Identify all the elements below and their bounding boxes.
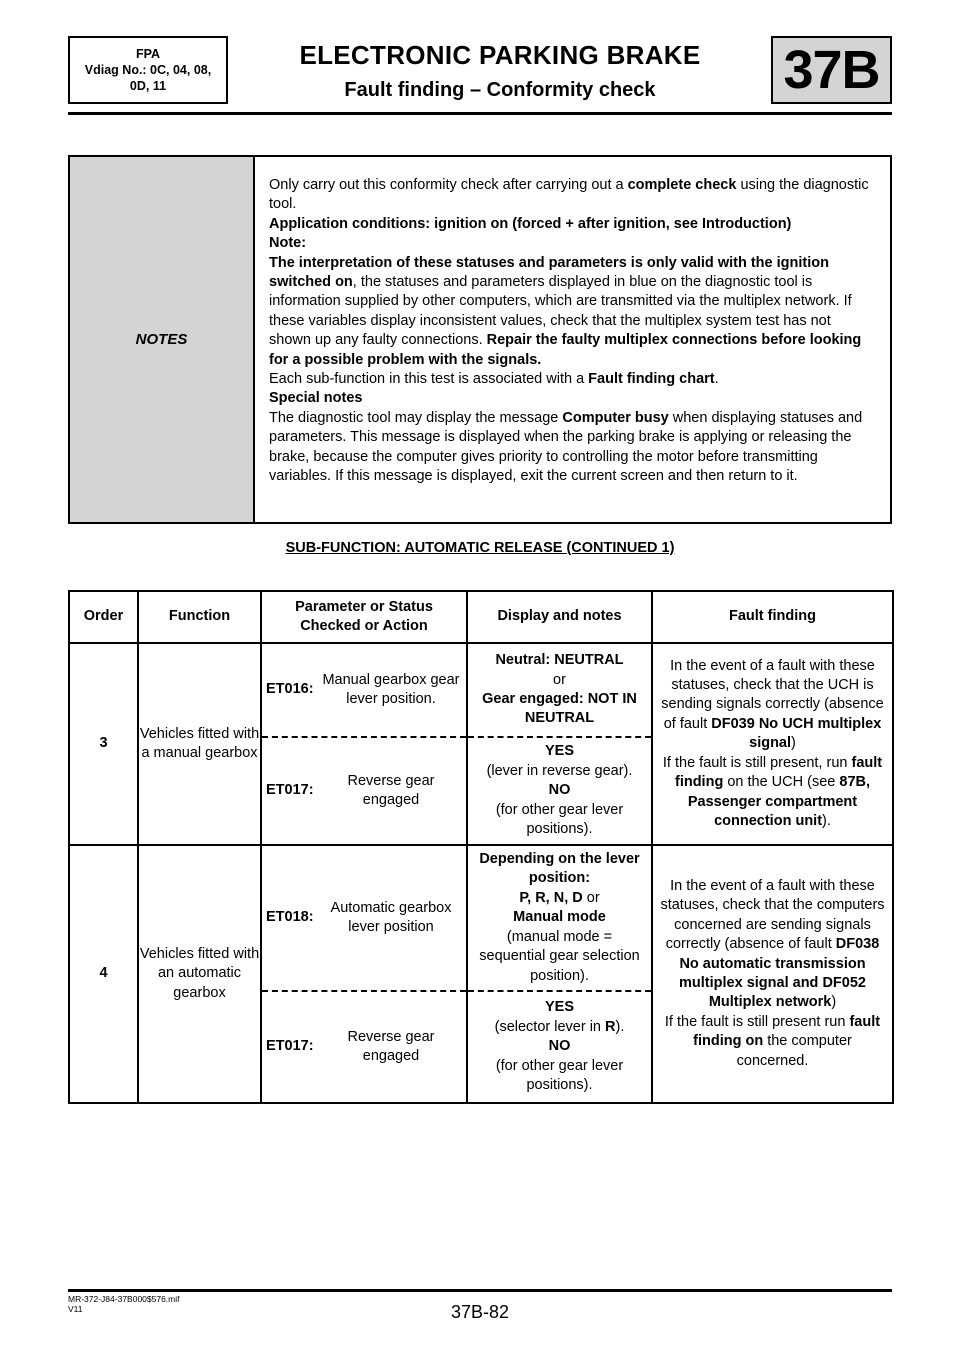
document-subtitle: Fault finding – Conformity check [344, 79, 656, 101]
title-block [230, 38, 770, 102]
text-run-bold: fault finding [674, 754, 883, 791]
column-header-function: Function [138, 591, 261, 643]
parameter-code: ET016: [266, 681, 314, 698]
text-run: the computer concerned. [736, 1033, 852, 1069]
text-run-bold: DF038 No automatic transmission multiplex signal and DF052 Multiplex network [679, 936, 880, 1011]
text-run: ). [822, 812, 831, 829]
notes-special-heading: Special notes [269, 390, 363, 407]
text-run: ). [615, 1018, 625, 1035]
document-title: ELECTRONIC PARKING BRAKE [299, 40, 701, 70]
text-run-bold: 87B, Passenger compartment connection unit [687, 774, 871, 829]
notes-label: NOTES [70, 157, 255, 522]
display-line: NO [548, 782, 571, 799]
text-run: If the fault is still present, run [662, 754, 852, 771]
notes-paragraph [269, 370, 876, 389]
text-run-bold: Fault finding chart [588, 371, 715, 388]
text-run-bold: R [605, 1018, 616, 1035]
display-line: (for other gear lever positions). [495, 1057, 624, 1094]
vdiag-line: 0D, 11 [129, 79, 167, 93]
conformity-table [68, 590, 894, 1104]
parameter-description: Manual gearbox gear lever position. [322, 671, 460, 707]
parameter-code: ET017: [266, 782, 314, 799]
display-line: YES [544, 999, 574, 1016]
text-run: . [714, 371, 719, 388]
function-cell: Vehicles fitted with a manual gearbox [138, 643, 261, 845]
display-line: Neutral: NEUTRAL [495, 652, 624, 669]
parameter-cell [261, 845, 467, 991]
text-run-bold: Repair the faulty multiplex connections before looking for a possible problem with the signals. [269, 332, 862, 368]
notes-text [255, 157, 890, 522]
parameter-cell [261, 991, 467, 1103]
text-run-bold: DF039 No UCH multiplex signal [711, 715, 882, 752]
fault-finding-cell [652, 643, 893, 845]
parameter-cell [261, 737, 467, 845]
text-run-bold: fault finding on [693, 1013, 881, 1050]
column-header-display: Display and notes [467, 591, 652, 643]
display-cell [467, 991, 652, 1103]
text-run-bold: P, R, N, D [519, 889, 583, 906]
order-cell: 3 [69, 643, 138, 845]
text-run: when displaying statuses and parameters. This message is displayed when the parking brake is applying or releasing the brake, because the computer gives priority to controlling the motor before transmitting variables. If this message is displayed, exit the current screen and then return to it. [269, 409, 863, 485]
notes-note-heading: Note: [269, 235, 307, 252]
text-run: ) [791, 735, 796, 752]
text-run-bold: The interpretation of these statuses and parameters is only valid with the ignition switched on [269, 254, 829, 291]
parameter-code: ET017: [266, 1038, 314, 1055]
parameter-description: Reverse gear engaged [347, 772, 435, 808]
notes-box [68, 155, 892, 524]
text-run: The diagnostic tool may display the message [269, 409, 563, 426]
text-run: ) [831, 994, 837, 1011]
display-line: YES [544, 743, 574, 760]
footer-rule [68, 1289, 892, 1292]
display-line: NO [548, 1038, 571, 1055]
display-line: Manual mode [513, 909, 606, 926]
table-header-row [69, 591, 893, 643]
section-title: SUB-FUNCTION: AUTOMATIC RELEASE (CONTINUED 1) [285, 540, 675, 556]
notes-paragraph [269, 176, 876, 215]
table-row [69, 643, 893, 737]
notes-application-conditions: Application conditions: ignition on (forced + after ignition, see Introduction) [269, 215, 792, 232]
text-run: In the event of a fault with these statuses, check that the computers concerned are sending signals correctly (absence of fault [660, 877, 885, 953]
display-line: Gear engaged: NOT IN NEUTRAL [482, 691, 637, 727]
text-run: Only carry out this conformity check after carrying out a [269, 177, 628, 193]
fault-finding-cell [652, 845, 893, 1103]
display-line: (lever in reverse gear). [486, 762, 633, 779]
text-run: In the event of a fault with these statuses, check that the UCH is sending signals correctly (absence of fault [661, 657, 884, 732]
text-run-bold: Computer busy [562, 409, 669, 426]
notes-paragraph [269, 254, 876, 370]
parameter-code: ET018: [266, 909, 314, 926]
display-cell [467, 643, 652, 737]
display-line: or [553, 671, 566, 688]
parameter-cell [261, 643, 467, 737]
text-run: using the diagnostic tool. [269, 177, 869, 213]
vdiag-line: FPA [135, 47, 161, 61]
footer-file-ref: MR-372-J84-37B000$576.mif [68, 1294, 180, 1304]
notes-paragraph [269, 409, 876, 487]
display-cell [467, 737, 652, 845]
vdiag-line: Vdiag No.: 0C, 04, 08, [84, 63, 212, 77]
text-run-bold: complete check [627, 177, 737, 193]
text-run: (selector lever in [494, 1018, 606, 1035]
page-number: 37B-82 [450, 1302, 510, 1322]
order-cell: 4 [69, 845, 138, 1103]
vdiag-box [68, 36, 228, 104]
parameter-description: Reverse gear engaged [347, 1028, 435, 1064]
text-run: on the UCH (see [723, 774, 840, 791]
text-run: Each sub-function in this test is associated with a [269, 371, 589, 388]
footer-version: V11 [68, 1304, 83, 1314]
display-line: (for other gear lever positions). [495, 801, 624, 838]
column-header-order: Order [69, 591, 138, 643]
text-run: or [582, 889, 600, 906]
column-header-fault-finding: Fault finding [652, 591, 893, 643]
header-rule [68, 112, 892, 115]
column-header-parameter: Parameter or Status Checked or Action [261, 591, 467, 643]
table-row [69, 845, 893, 991]
display-line: (manual mode = sequential gear selection position). [479, 928, 640, 984]
display-cell [467, 845, 652, 991]
text-run: , the statuses and parameters displayed in blue on the diagnostic tool is information supplied by other computers, which are transmitted via the multiplex network. If these variables display inconsistent values, check that the multiplex system test has not shown up any faulty connections. [269, 274, 852, 349]
section-code: 37B [771, 36, 892, 104]
text-run: If the fault is still present run [664, 1013, 850, 1030]
display-line: Depending on the lever position: [479, 851, 640, 887]
parameter-description: Automatic gearbox lever position [330, 899, 452, 935]
function-cell: Vehicles fitted with an automatic gearbox [138, 845, 261, 1103]
